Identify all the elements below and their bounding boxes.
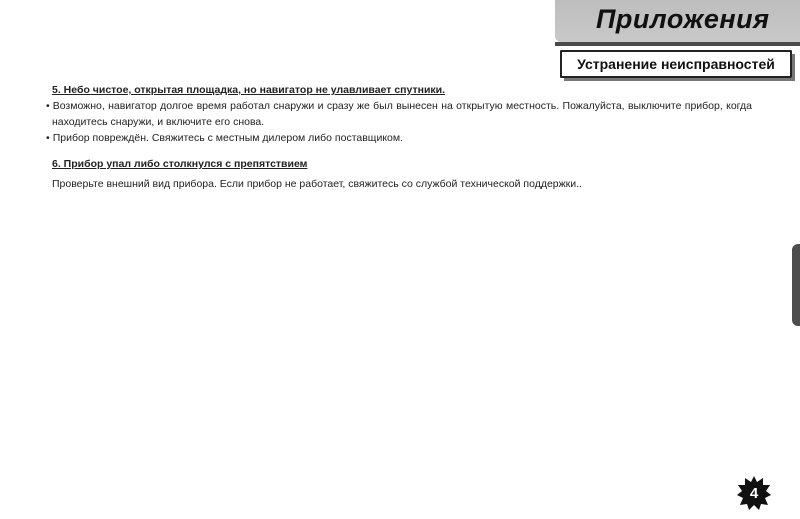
bullet-icon: • (46, 132, 50, 144)
page-content (46, 82, 752, 192)
chapter-title: Приложения (596, 4, 770, 34)
section-5-heading: 5. Небо чистое, открытая площадка, но навигатор не улавливает спутники. (52, 84, 446, 96)
page-number: 4 (749, 484, 759, 502)
section-label: Устранение неисправностей (577, 56, 775, 72)
section-5-bullet-2 (46, 130, 752, 146)
section-6-heading: 6. Прибор упал либо столкнулся с препятствием (52, 158, 308, 170)
section-5-bullet-1 (46, 98, 752, 130)
bullet-text: Прибор повреждён. Свяжитесь с местным дилером либо поставщиком. (52, 132, 404, 144)
side-tab (792, 244, 800, 326)
bullet-icon: • (46, 100, 50, 112)
bullet-text: Возможно, навигатор долгое время работал снаружи и сразу же был вынесен на открытую местность. Пожалуйста, выключите прибор, когда находитесь снаружи, и включите его снова. (52, 100, 752, 128)
header-rule (555, 42, 800, 46)
section-6-text: Проверьте внешний вид прибора. Если прибор не работает, свяжитесь со службой технической поддержки.. (52, 178, 582, 190)
section-label-box (560, 50, 792, 78)
